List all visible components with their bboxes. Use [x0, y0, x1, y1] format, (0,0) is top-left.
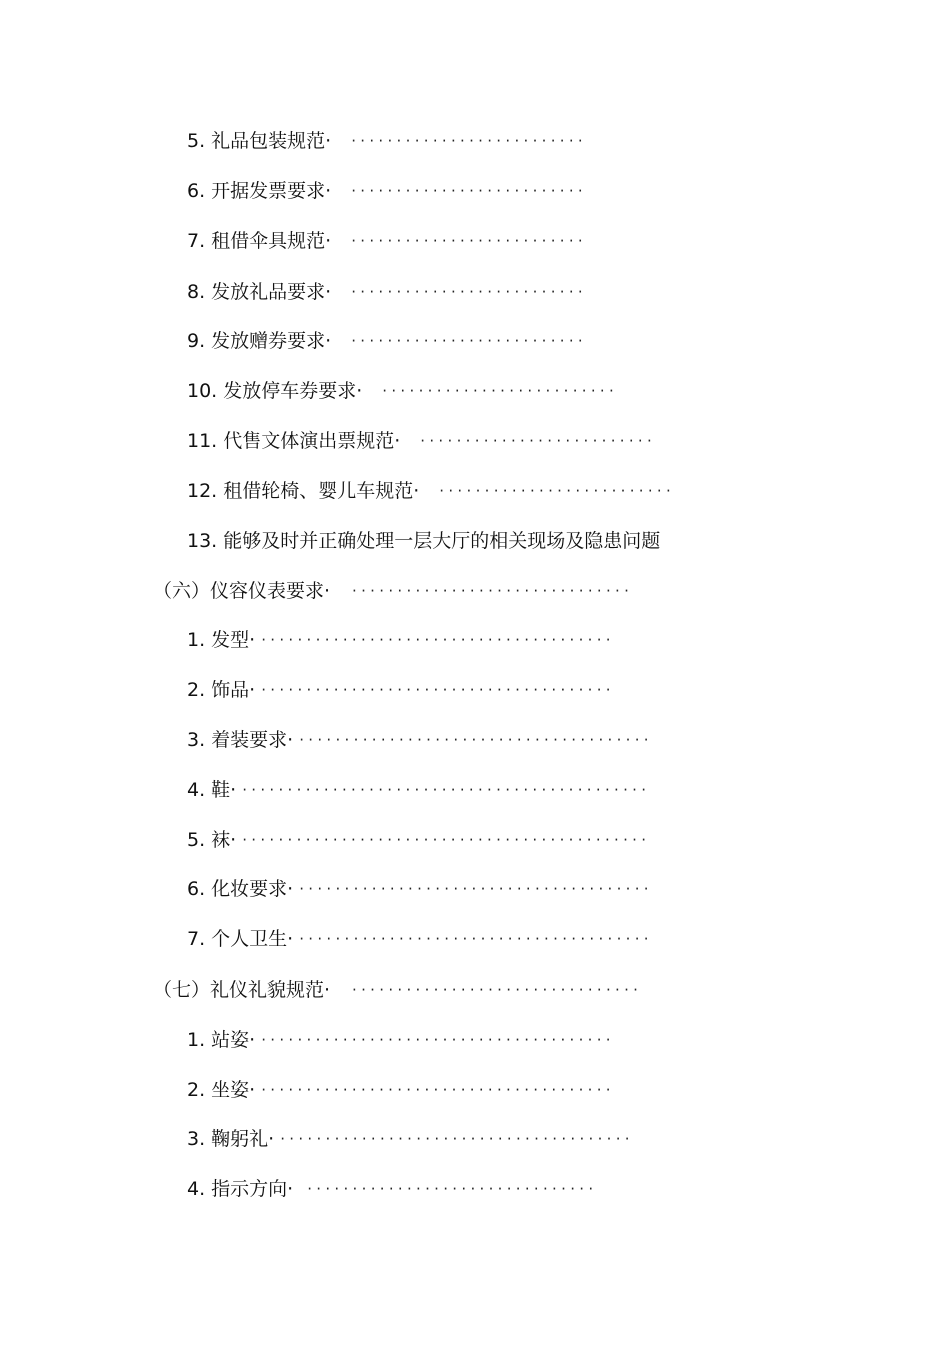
toc-dot-leader: ·············································: [242, 831, 651, 849]
toc-entry: [187, 877, 653, 901]
toc-entry: [187, 1127, 634, 1151]
toc-entry-label: 2. 坐姿·: [187, 1079, 256, 1101]
toc-entry: [187, 329, 587, 353]
toc-dot-leader: ··························: [351, 182, 587, 200]
toc-dot-leader: ································: [307, 1180, 598, 1198]
toc-entry: [153, 978, 642, 1002]
toc-entry-label: 3. 鞠躬礼·: [187, 1128, 275, 1150]
toc-dot-leader: ·······························: [352, 582, 634, 600]
toc-dot-leader: ·······································: [261, 631, 615, 649]
toc-dot-leader: ·······································: [299, 880, 653, 898]
toc-entry: [187, 280, 587, 304]
toc-entry-label: （六）仪容仪表要求·: [153, 580, 331, 602]
toc-entry-label: 1. 站姿·: [187, 1029, 256, 1051]
toc-entry: [187, 229, 587, 253]
toc-entry: [187, 628, 615, 652]
toc-entry-label: 4. 鞋·: [187, 779, 237, 801]
toc-dot-leader: ·······································: [280, 1130, 634, 1148]
toc-dot-leader: ··························: [351, 132, 587, 150]
toc-dot-leader: ··························: [351, 232, 587, 250]
toc-entry-label: 7. 租借伞具规范·: [187, 230, 332, 252]
toc-entry: [187, 529, 660, 553]
toc-entry-label: 6. 化妆要求·: [187, 878, 294, 900]
toc-entry: [187, 129, 587, 153]
toc-entry: [187, 429, 656, 453]
toc-entry: [187, 828, 650, 852]
toc-dot-leader: ·······································: [299, 930, 653, 948]
toc-entry-label: 8. 发放礼品要求·: [187, 281, 332, 303]
toc-entry: [187, 927, 653, 951]
toc-dot-leader: ································: [352, 981, 643, 999]
toc-entry-label: 6. 开据发票要求·: [187, 180, 332, 202]
toc-entry-label: 12. 租借轮椅、婴儿车规范·: [187, 480, 420, 502]
toc-entry-label: 2. 饰品·: [187, 679, 256, 701]
toc-entry-label: 11. 代售文体演出票规范·: [187, 430, 401, 452]
toc-dot-leader: ··························: [351, 332, 587, 350]
toc-entry-label: 1. 发型·: [187, 629, 256, 651]
toc-dot-leader: ··························: [420, 432, 657, 450]
toc-dot-leader: ··························: [439, 482, 676, 500]
toc-dot-leader: ·······································: [261, 681, 615, 699]
toc-entry-label: 13. 能够及时并正确处理一层大厅的相关现场及隐患问题: [187, 530, 661, 552]
toc-entry-label: 7. 个人卫生·: [187, 928, 294, 950]
toc-entry-label: （七）礼仪礼貌规范·: [153, 979, 331, 1001]
toc-dot-leader: ··························: [351, 283, 587, 301]
toc-dot-leader: ··························: [382, 382, 619, 400]
toc-entry-label: 5. 礼品包装规范·: [187, 130, 332, 152]
toc-entry: [187, 379, 618, 403]
toc-dot-leader: ·······································: [299, 731, 653, 749]
toc-entry: [187, 179, 587, 203]
toc-entry: [187, 678, 615, 702]
toc-entry: [153, 579, 633, 603]
toc-dot-leader: ·······································: [261, 1031, 615, 1049]
toc-entry: [187, 1177, 597, 1201]
toc-entry-label: 4. 指示方向·: [187, 1178, 294, 1200]
toc-entry: [187, 479, 675, 503]
toc-entry: [187, 728, 653, 752]
toc-entry-label: 5. 袜·: [187, 829, 237, 851]
toc-dot-leader: ·············································: [242, 781, 651, 799]
toc-entry: [187, 1078, 615, 1102]
toc-dot-leader: ·······································: [261, 1081, 615, 1099]
toc-entry: [187, 1028, 615, 1052]
toc-entry-label: 10. 发放停车券要求·: [187, 380, 363, 402]
toc-entry-label: 3. 着装要求·: [187, 729, 294, 751]
toc-entry-label: 9. 发放赠券要求·: [187, 330, 332, 352]
toc-entry: [187, 778, 650, 802]
